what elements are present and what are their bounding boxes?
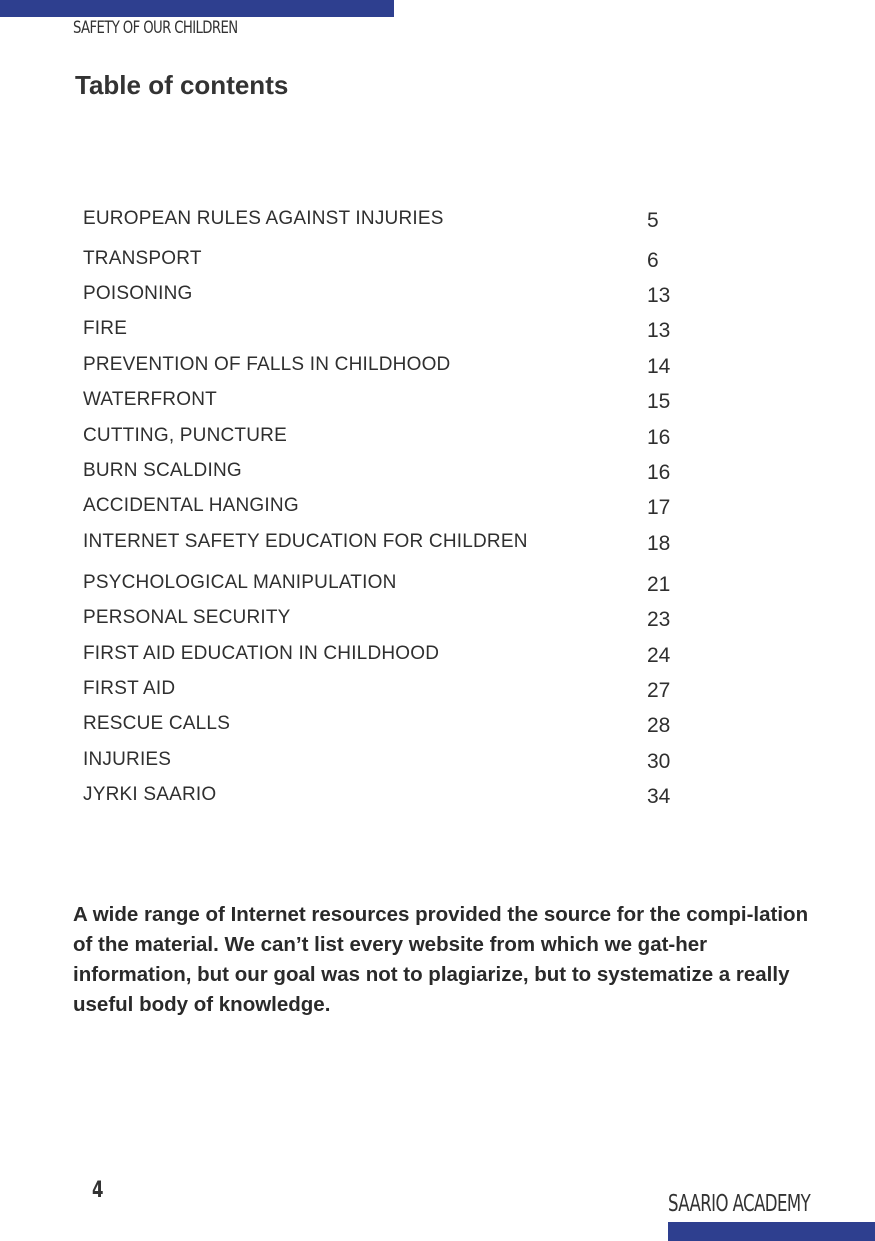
toc-entry-title: PREVENTION OF FALLS IN CHILDHOOD	[83, 354, 451, 375]
toc-entry-page: 13	[647, 319, 671, 342]
toc-entry[interactable]	[83, 354, 683, 382]
toc-entry[interactable]	[83, 531, 683, 559]
toc-entry-title: INTERNET SAFETY EDUCATION FOR CHILDREN	[83, 531, 528, 552]
toc-entry[interactable]	[83, 607, 683, 635]
toc-entry-title: WATERFRONT	[83, 389, 217, 410]
toc-entry-page: 16	[647, 461, 671, 484]
toc-entry-page: 15	[647, 390, 671, 413]
toc-entry-title: FIRE	[83, 318, 128, 339]
toc-entry[interactable]	[83, 248, 683, 276]
toc-entry[interactable]	[83, 318, 683, 346]
footer-accent-bar	[668, 1222, 875, 1241]
toc-entry[interactable]	[83, 460, 683, 488]
toc-entry[interactable]	[83, 643, 683, 671]
toc-entry[interactable]	[83, 713, 683, 741]
toc-entry-title: PSYCHOLOGICAL MANIPULATION	[83, 572, 397, 593]
toc-entry-title: BURN SCALDING	[83, 460, 242, 481]
toc-entry-title: EUROPEAN RULES AGAINST INJURIES	[83, 208, 444, 229]
toc-entry-title: JYRKI SAARIO	[83, 784, 217, 805]
toc-entry[interactable]	[83, 784, 683, 812]
toc-entry-page: 18	[647, 532, 671, 555]
page-title: Table of contents	[75, 70, 289, 100]
sources-note: A wide range of Internet resources provided the source for the compi-lation of the material. We can’t list every website from which we gat-her information, but our goal was not to plagiarize, but to systematize a really useful body of knowledge.	[73, 903, 809, 1016]
toc-entry-page: 27	[647, 679, 671, 702]
toc-entry-title: ACCIDENTAL HANGING	[83, 495, 299, 516]
toc-entry-title: TRANSPORT	[83, 248, 202, 269]
toc-entry[interactable]	[83, 495, 683, 523]
toc-entry[interactable]	[83, 572, 683, 600]
toc-entry-title: FIRST AID EDUCATION IN CHILDHOOD	[83, 643, 440, 664]
toc-entry-page: 24	[647, 644, 671, 667]
toc-entry-title: FIRST AID	[83, 678, 176, 699]
toc-entry-page: 23	[647, 608, 671, 631]
toc-entry-page: 14	[647, 355, 671, 378]
toc-entry-page: 5	[647, 209, 659, 232]
toc-entry-page: 13	[647, 284, 671, 307]
toc-entry[interactable]	[83, 389, 683, 417]
toc-entry-page: 30	[647, 750, 671, 773]
toc-entry-page: 6	[647, 249, 659, 272]
toc-entry-page: 17	[647, 496, 671, 519]
toc-entry-title: INJURIES	[83, 749, 172, 770]
toc-entry-page: 16	[647, 426, 671, 449]
toc-entry-title: CUTTING, PUNCTURE	[83, 425, 287, 446]
toc-entry-page: 28	[647, 714, 671, 737]
running-header: SAFETY OF OUR CHILDREN	[73, 18, 238, 38]
toc-entry-title: RESCUE CALLS	[83, 713, 231, 734]
toc-entry-title: PERSONAL SECURITY	[83, 607, 291, 628]
toc-entry[interactable]	[83, 678, 683, 706]
toc-entry-page: 21	[647, 573, 671, 596]
footer-brand: SAARIO ACADEMY	[668, 1191, 811, 1217]
toc-entry[interactable]	[83, 749, 683, 777]
toc-entry-title: POISONING	[83, 283, 193, 304]
toc-entry[interactable]	[83, 283, 683, 311]
toc-entry-page: 34	[647, 785, 671, 808]
toc-entry[interactable]	[83, 208, 683, 236]
toc-entry[interactable]	[83, 425, 683, 453]
header-accent-bar	[0, 0, 394, 17]
page-number: 4	[92, 1178, 104, 1203]
